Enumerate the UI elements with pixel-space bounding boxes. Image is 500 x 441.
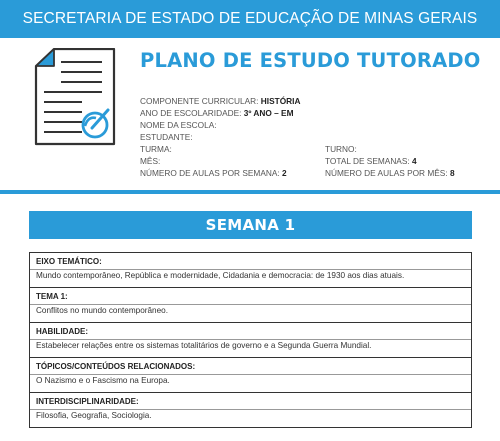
component-label: COMPONENTE CURRICULAR: xyxy=(140,96,259,106)
student-label: ESTUDANTE: xyxy=(140,132,193,142)
lessons-week-label: NÚMERO DE AULAS POR SEMANA: xyxy=(140,168,280,178)
component-value: HISTÓRIA xyxy=(260,96,301,106)
section-skill xyxy=(30,323,471,358)
grade-value: 3º ANO – EM xyxy=(243,108,294,118)
lessons-month-line xyxy=(325,168,455,178)
weeks-label: TOTAL DE SEMANAS: xyxy=(325,156,410,166)
section-theme xyxy=(30,288,471,323)
header-title: SECRETARIA DE ESTADO DE EDUCAÇÃO DE MINAS GERAIS xyxy=(22,10,478,27)
plan-title: PLANO DE ESTUDO TUTORADO xyxy=(140,49,481,72)
section-body: Conflitos no mundo contemporâneo. xyxy=(30,304,471,322)
shift-label: TURNO: xyxy=(325,144,357,154)
weeks-value: 4 xyxy=(412,156,417,166)
lessons-week-value: 2 xyxy=(282,168,287,178)
section-heading: TEMA 1: xyxy=(36,292,68,301)
section-body: Estabelecer relações entre os sistemas totalitários de governo e a Segunda Guerra Mundial. xyxy=(30,339,471,357)
section-heading: INTERDISCIPLINARIDADE: xyxy=(36,397,139,406)
week-banner xyxy=(29,211,472,239)
section-heading: TÓPICOS/CONTEÚDOS RELACIONADOS: xyxy=(36,362,196,371)
header-bar xyxy=(0,0,500,38)
weeks-line xyxy=(325,156,417,166)
section-heading: HABILIDADE: xyxy=(36,327,88,336)
content-table xyxy=(29,252,472,428)
component-line xyxy=(140,96,300,106)
school-label: NOME DA ESCOLA: xyxy=(140,120,217,130)
section-topics xyxy=(30,358,471,393)
section-thematic-axis xyxy=(30,253,471,288)
section-body: Mundo contemporâneo, República e modernidade, Cidadania e democracia: de 1930 aos dias atuais. xyxy=(30,269,471,287)
section-divider xyxy=(0,190,500,194)
section-heading: EIXO TEMÁTICO: xyxy=(36,257,102,266)
month-label: MÊS: xyxy=(140,156,161,166)
section-body: O Nazismo e o Fascismo na Europa. xyxy=(30,374,471,392)
document-pen-icon xyxy=(30,48,124,146)
grade-label: ANO DE ESCOLARIDADE: xyxy=(140,108,242,118)
lessons-month-label: NÚMERO DE AULAS POR MÊS: xyxy=(325,168,448,178)
grade-line xyxy=(140,108,294,118)
lessons-month-value: 8 xyxy=(449,168,455,178)
section-body: Filosofia, Geografia, Sociologia. xyxy=(30,409,471,427)
class-label: TURMA: xyxy=(140,144,172,154)
lessons-week-line xyxy=(140,168,287,178)
week-title: SEMANA 1 xyxy=(205,216,296,234)
section-interdisciplinarity xyxy=(30,393,471,428)
